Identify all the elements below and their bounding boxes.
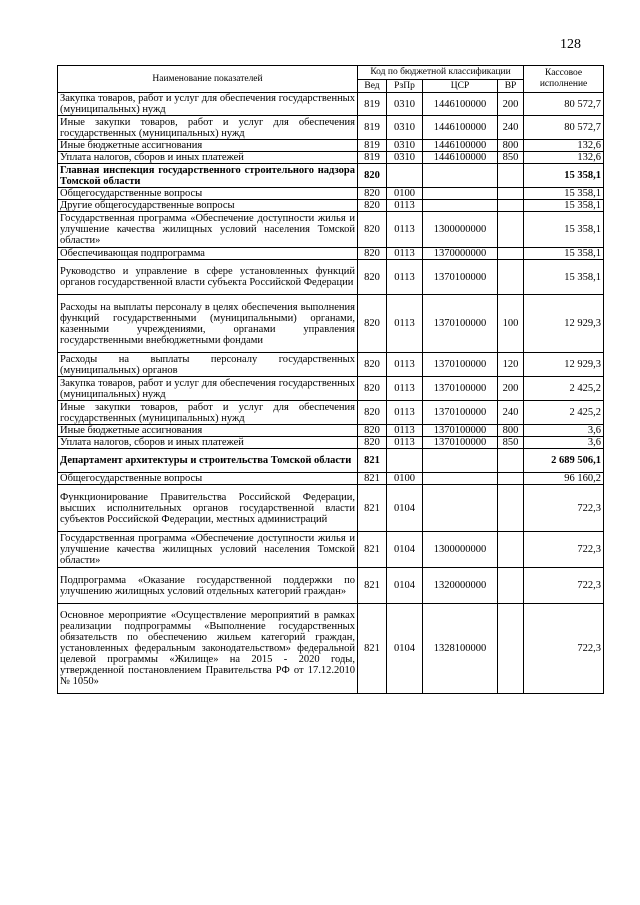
cell-csr: 1446100000 (423, 93, 498, 116)
cell-csr: 1370000000 (423, 248, 498, 260)
cell-amount: 722,3 (524, 485, 604, 532)
table-row (58, 377, 604, 401)
cell-ved: 820 (358, 401, 387, 425)
table-row (58, 152, 604, 164)
cell-ved: 820 (358, 212, 387, 248)
cell-csr: 1446100000 (423, 152, 498, 164)
cell-vr: 800 (498, 140, 524, 152)
cell-ved: 821 (358, 604, 387, 694)
cell-amount: 15 358,1 (524, 260, 604, 295)
cell-ved: 821 (358, 473, 387, 485)
cell-rzpr: 0310 (387, 152, 423, 164)
cell-amount: 132,6 (524, 140, 604, 152)
cell-vr (498, 485, 524, 532)
cell-vr: 850 (498, 437, 524, 449)
cell-amount: 15 358,1 (524, 212, 604, 248)
cell-name: Руководство и управление в сфере установленных функций органов государственной власти субъекта Российской Федерации (58, 260, 358, 295)
cell-ved: 820 (358, 353, 387, 377)
cell-ved: 820 (358, 437, 387, 449)
cell-name: Общегосударственные вопросы (58, 473, 358, 485)
cell-name: Общегосударственные вопросы (58, 188, 358, 200)
cell-ved: 819 (358, 116, 387, 140)
table-row (58, 164, 604, 188)
table-row (58, 449, 604, 473)
cell-amount: 12 929,3 (524, 295, 604, 353)
cell-amount: 722,3 (524, 568, 604, 604)
header-code-group: Код по бюджетной классификации (358, 66, 524, 80)
cell-rzpr: 0113 (387, 353, 423, 377)
cell-rzpr: 0113 (387, 437, 423, 449)
cell-ved: 820 (358, 248, 387, 260)
cell-ved: 821 (358, 449, 387, 473)
header-vr: ВР (498, 80, 524, 93)
cell-vr: 240 (498, 116, 524, 140)
cell-csr (423, 485, 498, 532)
cell-amount: 3,6 (524, 437, 604, 449)
cell-vr (498, 532, 524, 568)
table-row (58, 248, 604, 260)
cell-vr (498, 212, 524, 248)
cell-ved: 820 (358, 295, 387, 353)
cell-amount: 722,3 (524, 532, 604, 568)
cell-amount: 15 358,1 (524, 188, 604, 200)
cell-rzpr: 0310 (387, 93, 423, 116)
cell-rzpr: 0104 (387, 568, 423, 604)
cell-csr: 1370100000 (423, 425, 498, 437)
cell-vr: 200 (498, 93, 524, 116)
table-row (58, 140, 604, 152)
cell-csr (423, 188, 498, 200)
cell-vr (498, 248, 524, 260)
cell-csr: 1446100000 (423, 116, 498, 140)
table-row (58, 200, 604, 212)
table-body (58, 93, 604, 694)
cell-name: Обеспечивающая подпрограмма (58, 248, 358, 260)
cell-amount: 2 425,2 (524, 377, 604, 401)
cell-name: Функционирование Правительства Российской Федерации, высших исполнительных органов государственной власти субъектов Российской Федерации, местных администраций (58, 485, 358, 532)
page-number: 128 (560, 37, 581, 52)
table-row (58, 485, 604, 532)
cell-amount: 96 160,2 (524, 473, 604, 485)
cell-ved: 820 (358, 200, 387, 212)
cell-vr (498, 188, 524, 200)
header-rzpr: РзПр (387, 80, 423, 93)
cell-ved: 820 (358, 425, 387, 437)
cell-csr (423, 473, 498, 485)
table-header (58, 66, 604, 93)
cell-name: Государственная программа «Обеспечение доступности жилья и улучшение качества жилищных условий населения Томской области» (58, 212, 358, 248)
cell-name: Иные закупки товаров, работ и услуг для обеспечения государственных (муниципальных) нужд (58, 401, 358, 425)
cell-rzpr: 0310 (387, 140, 423, 152)
cell-vr (498, 260, 524, 295)
cell-amount: 3,6 (524, 425, 604, 437)
cell-vr (498, 449, 524, 473)
cell-ved: 820 (358, 260, 387, 295)
cell-ved: 821 (358, 532, 387, 568)
table-row (58, 568, 604, 604)
cell-csr: 1370100000 (423, 377, 498, 401)
cell-vr: 100 (498, 295, 524, 353)
cell-name: Иные бюджетные ассигнования (58, 140, 358, 152)
cell-vr (498, 200, 524, 212)
cell-rzpr: 0113 (387, 401, 423, 425)
cell-ved: 820 (358, 188, 387, 200)
cell-amount: 2 425,2 (524, 401, 604, 425)
cell-csr: 1370100000 (423, 295, 498, 353)
cell-rzpr (387, 164, 423, 188)
table-row (58, 425, 604, 437)
header-amount: Кассовое исполнение (524, 66, 604, 93)
cell-name: Главная инспекция государственного строительного надзора Томской области (58, 164, 358, 188)
table-row (58, 437, 604, 449)
cell-csr: 1370100000 (423, 401, 498, 425)
cell-amount: 722,3 (524, 604, 604, 694)
cell-amount: 132,6 (524, 152, 604, 164)
cell-csr: 1370100000 (423, 353, 498, 377)
cell-rzpr: 0104 (387, 532, 423, 568)
table-row (58, 93, 604, 116)
cell-csr: 1300000000 (423, 212, 498, 248)
cell-name: Другие общегосударственные вопросы (58, 200, 358, 212)
header-csr: ЦСР (423, 80, 498, 93)
cell-csr: 1328100000 (423, 604, 498, 694)
budget-table (57, 65, 604, 694)
cell-rzpr: 0100 (387, 473, 423, 485)
cell-amount: 80 572,7 (524, 116, 604, 140)
cell-ved: 819 (358, 152, 387, 164)
cell-rzpr: 0113 (387, 200, 423, 212)
table-row (58, 212, 604, 248)
cell-csr (423, 449, 498, 473)
cell-name: Иные бюджетные ассигнования (58, 425, 358, 437)
table-row (58, 353, 604, 377)
cell-vr: 120 (498, 353, 524, 377)
cell-rzpr: 0104 (387, 604, 423, 694)
cell-ved: 819 (358, 93, 387, 116)
table-row (58, 604, 604, 694)
cell-name: Расходы на выплаты персоналу государственных (муниципальных) органов (58, 353, 358, 377)
cell-name: Уплата налогов, сборов и иных платежей (58, 437, 358, 449)
cell-csr: 1300000000 (423, 532, 498, 568)
cell-name: Закупка товаров, работ и услуг для обеспечения государственных (муниципальных) нужд (58, 93, 358, 116)
header-ved: Вед (358, 80, 387, 93)
cell-name: Закупка товаров, работ и услуг для обеспечения государственных (муниципальных) нужд (58, 377, 358, 401)
cell-rzpr: 0113 (387, 295, 423, 353)
cell-vr (498, 164, 524, 188)
table-row (58, 473, 604, 485)
cell-ved: 821 (358, 485, 387, 532)
table-row (58, 532, 604, 568)
table-row (58, 295, 604, 353)
cell-rzpr: 0113 (387, 377, 423, 401)
cell-csr: 1370100000 (423, 437, 498, 449)
cell-ved: 820 (358, 377, 387, 401)
cell-rzpr (387, 449, 423, 473)
cell-vr: 800 (498, 425, 524, 437)
table-row (58, 188, 604, 200)
cell-csr: 1370100000 (423, 260, 498, 295)
table-row (58, 401, 604, 425)
cell-rzpr: 0113 (387, 248, 423, 260)
cell-vr: 200 (498, 377, 524, 401)
cell-amount: 15 358,1 (524, 200, 604, 212)
cell-vr (498, 604, 524, 694)
cell-csr: 1446100000 (423, 140, 498, 152)
cell-vr (498, 568, 524, 604)
cell-amount: 12 929,3 (524, 353, 604, 377)
cell-name: Подпрограмма «Оказание государственной поддержки по улучшению жилищных условий отдельных категорий граждан» (58, 568, 358, 604)
header-name: Наименование показателей (58, 66, 358, 93)
cell-rzpr: 0113 (387, 260, 423, 295)
cell-name: Уплата налогов, сборов и иных платежей (58, 152, 358, 164)
cell-rzpr: 0104 (387, 485, 423, 532)
cell-amount: 15 358,1 (524, 248, 604, 260)
cell-vr (498, 473, 524, 485)
cell-ved: 819 (358, 140, 387, 152)
cell-name: Основное мероприятие «Осуществление мероприятий в рамках реализации подпрограммы «Выполнение государственных обязательств по обеспечению жильем категорий граждан, установленных федеральным законодательством» федеральной целевой программы «Жилище» на 2015 - 2020 годы, утвержденной постановлением Правительства РФ от 17.12.2010 № 1050» (58, 604, 358, 694)
cell-amount: 15 358,1 (524, 164, 604, 188)
cell-amount: 80 572,7 (524, 93, 604, 116)
cell-csr (423, 164, 498, 188)
cell-rzpr: 0113 (387, 425, 423, 437)
cell-rzpr: 0310 (387, 116, 423, 140)
table-row (58, 116, 604, 140)
cell-vr: 850 (498, 152, 524, 164)
cell-amount: 2 689 506,1 (524, 449, 604, 473)
cell-name: Иные закупки товаров, работ и услуг для обеспечения государственных (муниципальных) нужд (58, 116, 358, 140)
cell-name: Государственная программа «Обеспечение доступности жилья и улучшение качества жилищных условий населения Томской области» (58, 532, 358, 568)
cell-csr: 1320000000 (423, 568, 498, 604)
cell-name: Расходы на выплаты персоналу в целях обеспечения выполнения функций государственными (муниципальными) органами, казенными учреждениями, органами управления государственными внебюджетными фондами (58, 295, 358, 353)
cell-rzpr: 0113 (387, 212, 423, 248)
cell-rzpr: 0100 (387, 188, 423, 200)
cell-csr (423, 200, 498, 212)
cell-name: Департамент архитектуры и строительства Томской области (58, 449, 358, 473)
table-row (58, 260, 604, 295)
cell-vr: 240 (498, 401, 524, 425)
cell-ved: 820 (358, 164, 387, 188)
cell-ved: 821 (358, 568, 387, 604)
